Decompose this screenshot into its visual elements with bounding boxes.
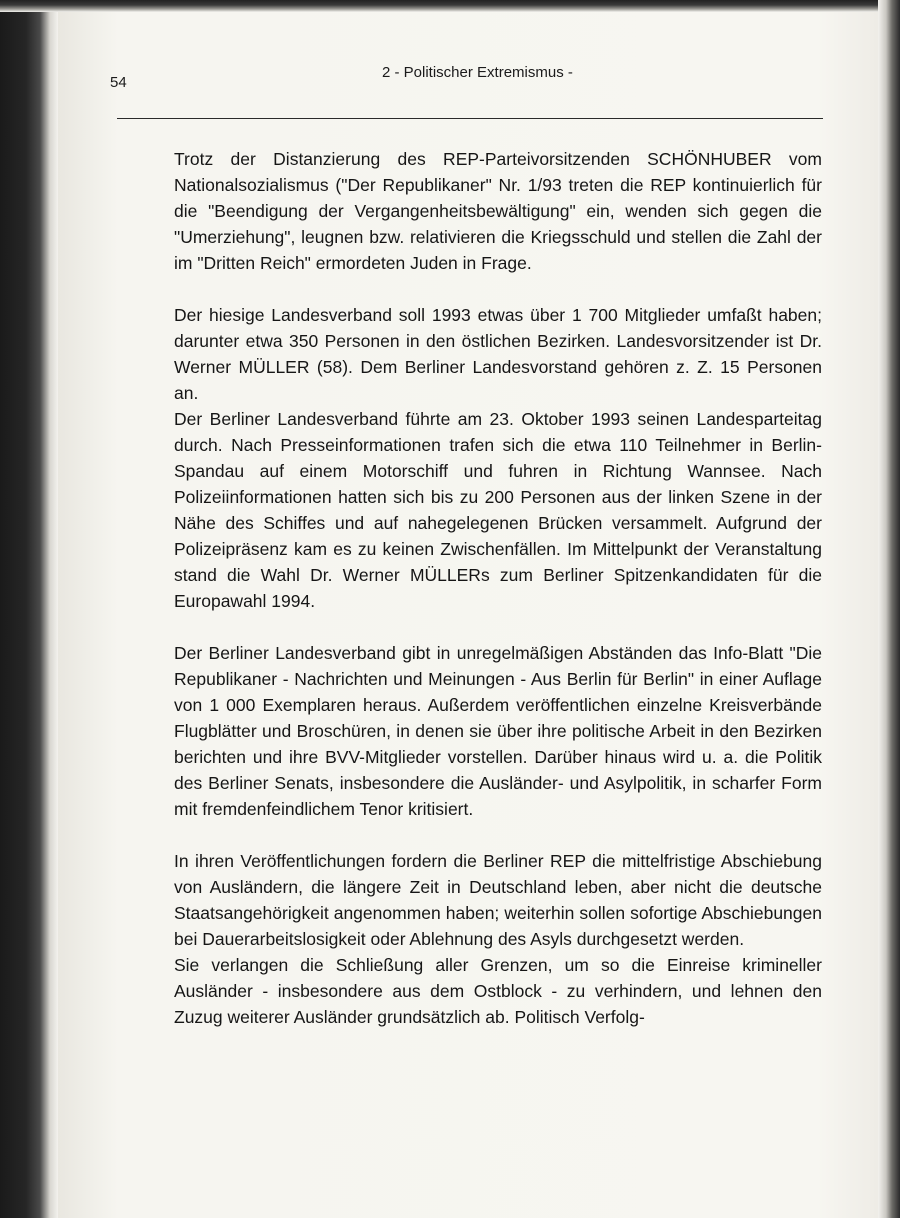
paragraph-6: Sie verlangen die Schließung aller Grenzen, um so die Einreise krimineller Ausländer - insbesondere aus dem Ostblock - zu verhindern, und lehnen den Zuzug weiterer Ausländer grundsätzlich ab. Politisch Verfolg- — [174, 955, 822, 1027]
scan-binding-edge — [0, 0, 58, 1218]
scan-right-edge — [878, 0, 900, 1218]
paragraph-4: Der Berliner Landesverband gibt in unregelmäßigen Abständen das Info-Blatt "Die Republikaner - Nachrichten und Meinungen - Aus Berlin für Berlin" in einer Auflage von 1 000 Exemplaren heraus. Außerdem veröffentlichen einzelne Kreisverbände Flugblätter und Broschüren, in denen sie über ihre politische Arbeit in den Bezirken berichten und ihre BVV-Mitglieder vorstellen. Darüber hinaus wird u. a. die Politik des Berliner Senats, insbesondere die Ausländer- und Asylpolitik, in scharfer Form mit fremdenfeindlichem Tenor kritisiert. — [174, 643, 822, 819]
header-rule — [117, 118, 823, 119]
running-header: 2 - Politischer Extremismus - — [382, 64, 573, 81]
paragraph-spacer — [174, 276, 822, 302]
paragraph-1: Trotz der Distanzierung des REP-Parteivorsitzenden SCHÖNHUBER vom Nationalsozialismus ("Der Republikaner" Nr. 1/93 treten die REP kontinuierlich für die "Beendigung der Vergangenheitsbewältigung" ein, wenden sich gegen die "Umerziehung", leugnen bzw. relativieren die Kriegsschuld und stellen die Zahl der im "Dritten Reich" ermordeten Juden in Frage. — [174, 149, 822, 273]
paragraph-2: Der hiesige Landesverband soll 1993 etwas über 1 700 Mitglieder umfaßt haben; darunter etwa 350 Personen in den östlichen Bezirken. Landesvorsitzender ist Dr. Werner MÜLLER (58). Dem Berliner Landesvorstand gehören z. Z. 15 Personen an. — [174, 305, 822, 403]
scan-top-edge — [0, 0, 900, 12]
paragraph-5: In ihren Veröffentlichungen fordern die Berliner REP die mittelfristige Abschiebung von Ausländern, die längere Zeit in Deutschland leben, aber nicht die deutsche Staatsangehörigkeit angenommen haben; weiterhin sollen sofortige Abschiebungen bei Dauerarbeitslosigkeit oder Ablehnung des Asyls durchgesetzt werden. — [174, 851, 822, 949]
paragraph-spacer — [174, 822, 822, 848]
paragraph-spacer — [174, 614, 822, 640]
page-number: 54 — [110, 74, 127, 91]
body-text — [174, 146, 822, 1030]
paragraph-3: Der Berliner Landesverband führte am 23. Oktober 1993 seinen Landesparteitag durch. Nach Presseinformationen trafen sich die etwa 110 Teilnehmer in Berlin-Spandau auf einem Motorschiff und fuhren in Richtung Wannsee. Nach Polizeiinformationen hatten sich bis zu 200 Personen aus der linken Szene in der Nähe des Schiffes und auf nahegelegenen Brücken versammelt. Aufgrund der Polizeipräsenz kam es zu keinen Zwischenfällen. Im Mittelpunkt der Veranstaltung stand die Wahl Dr. Werner MÜLLERs zum Berliner Spitzenkandidaten für die Europawahl 1994. — [174, 409, 822, 611]
